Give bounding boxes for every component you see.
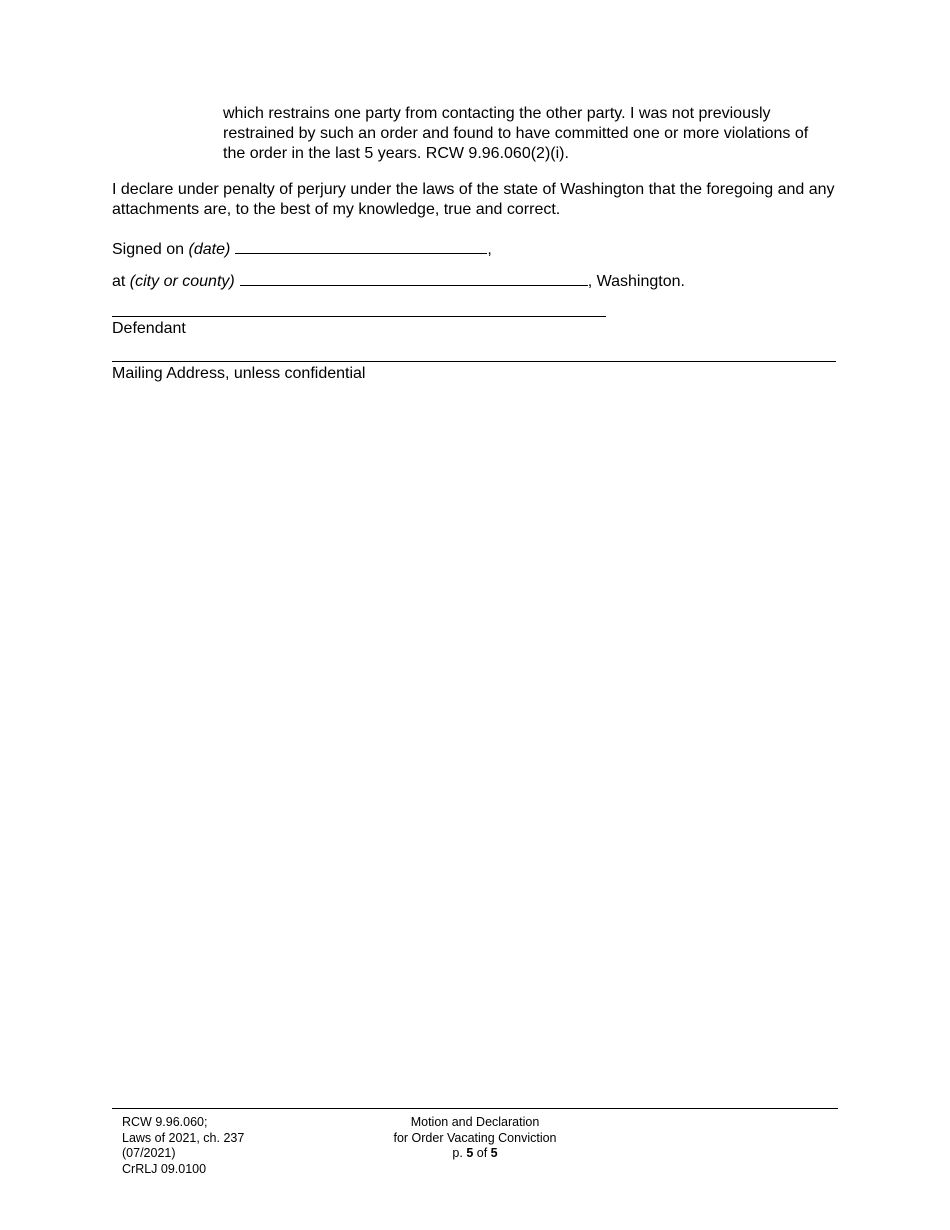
signed-on-prefix: Signed on — [112, 241, 189, 258]
page-of: of — [473, 1146, 491, 1160]
mailing-address-line — [112, 361, 836, 362]
page-footer — [112, 1108, 838, 1176]
footer-citation-block — [122, 1115, 244, 1177]
page-total: 5 — [490, 1146, 498, 1160]
restraining-order-paragraph: which restrains one party from contacting the other party. I was not previously restrained by such an order and found to have committed one or more violations of the order in the last 5 years. RCW 9.96.060(2)(i). — [223, 105, 809, 162]
defendant-label: Defendant — [112, 320, 186, 337]
document-body — [112, 0, 836, 384]
perjury-declaration: I declare under penalty of perjury under the laws of the state of Washington that the foregoing and any attachments are, to the best of my knowledge, true and correct. — [112, 181, 835, 218]
defendant-signature-block — [112, 316, 836, 339]
footer-revision-date: (07/2021) — [122, 1146, 176, 1160]
footer-laws-line: Laws of 2021, ch. 237 — [122, 1130, 245, 1145]
mailing-address-label: Mailing Address, unless confidential — [112, 365, 366, 382]
city-county-blank-field — [240, 269, 588, 286]
footer-form-number: CrRLJ 09.0100 — [122, 1161, 207, 1176]
washington-suffix: , Washington. — [587, 273, 685, 290]
mailing-address-block — [112, 361, 836, 384]
page-prefix: p. — [452, 1146, 467, 1160]
signed-on-suffix: , — [487, 241, 492, 258]
city-county-line — [112, 269, 836, 292]
city-county-label: (city or county) — [129, 273, 235, 290]
date-blank-field — [235, 237, 487, 254]
footer-form-title-line1: Motion and Declaration — [410, 1115, 540, 1129]
footer-rcw-line: RCW 9.96.060; — [122, 1115, 208, 1129]
date-label: (date) — [188, 241, 231, 258]
at-prefix: at — [112, 273, 130, 290]
footer-form-title-line2: for Order Vacating Conviction — [393, 1130, 557, 1145]
page-current: 5 — [466, 1146, 474, 1160]
defendant-signature-line — [112, 316, 606, 317]
signed-on-line — [112, 237, 836, 260]
